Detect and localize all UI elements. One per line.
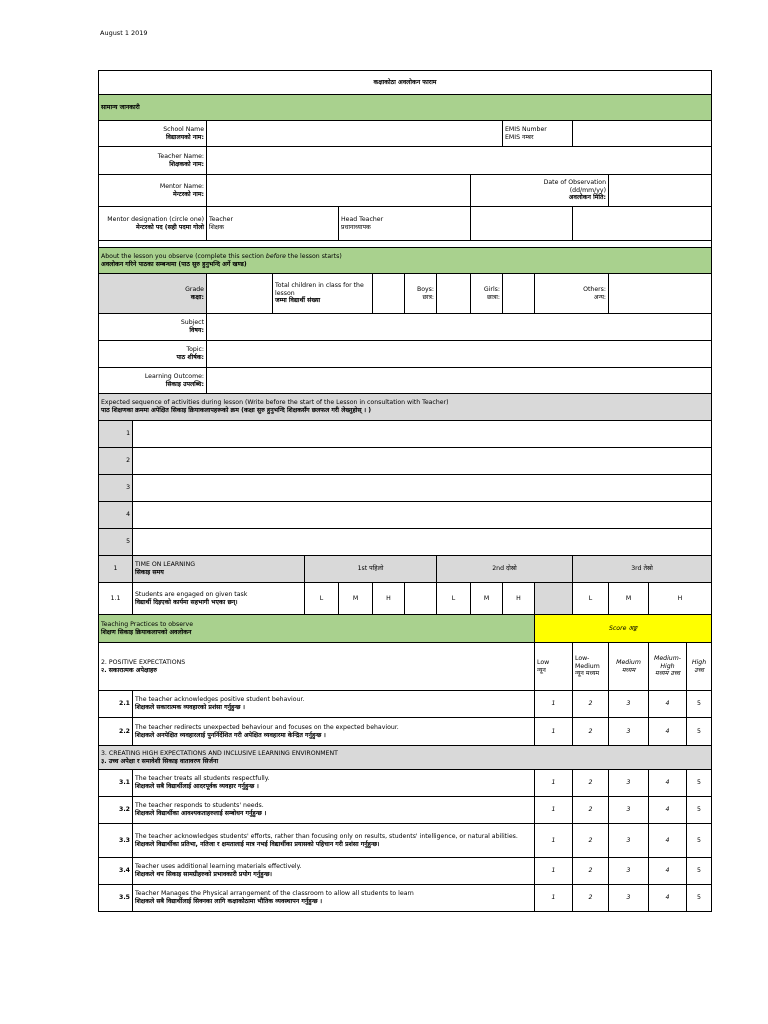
sequence-row-field[interactable]	[133, 529, 712, 556]
score-5[interactable]: 5	[687, 691, 712, 718]
teacher-name-label: Teacher Name: शिक्षकको नाम:	[99, 147, 207, 175]
score-4[interactable]: 4	[649, 770, 687, 797]
score-3[interactable]: 3	[609, 797, 649, 824]
third-high-option[interactable]: H	[649, 583, 712, 615]
score-2[interactable]: 2	[573, 885, 609, 912]
third-observation-header: 3rd तेस्रो	[573, 556, 712, 583]
second-medium-option[interactable]: M	[471, 583, 503, 615]
item-text: Teacher uses additional learning materials effectively. शिक्षकले थप सिकाइ सामग्रीहरुको प्रभावकारी प्रयोग गर्नुहुन्छ।	[133, 858, 535, 885]
total-children-label: Total children in class for the lesson जम्मा विद्यार्थी संख्या	[273, 274, 373, 314]
boys-label: Boys: छात्र:	[405, 274, 437, 314]
girls-label: Girls: छात्रा:	[471, 274, 503, 314]
engagement-item-number: 1.1	[99, 583, 133, 615]
learning-outcome-field[interactable]	[207, 368, 712, 394]
score-1[interactable]: 1	[535, 797, 573, 824]
mentor-designation-label: Mentor designation (circle one) मेन्टरको पद (सही पदमा गोलो	[99, 207, 207, 241]
second-blank-cell	[535, 583, 573, 615]
score-3[interactable]: 3	[609, 691, 649, 718]
item-number: 3.3	[99, 824, 133, 858]
observation-form	[98, 70, 712, 912]
item-number: 3.1	[99, 770, 133, 797]
total-children-field[interactable]	[373, 274, 405, 314]
first-low-option[interactable]: L	[305, 583, 339, 615]
sequence-row-number: 2	[99, 448, 133, 475]
subject-field[interactable]	[207, 314, 712, 341]
score-1[interactable]: 1	[535, 824, 573, 858]
emis-number-label: EMIS Number EMIS नम्बर	[503, 121, 573, 147]
girls-field[interactable]	[503, 274, 535, 314]
item-text: The teacher acknowledges students' efforts, rather than focusing only on results, students' intelligence, or natural abilities. शिक्षकले विद्यार्थीका प्रतिभा, नतिजा र क्षमतालाई मात्र नभई विद्यार्थीका प्रयासको पहिचान गरी प्रशंसा गर्नुहुन्छ।	[133, 824, 535, 858]
lesson-heading: About the lesson you observe (complete this section before the lesson starts) अवलोकन गरिने पाठका सम्बन्धमा (पाठ सुरु हुनुभन्दि अर्गे खण्ड)	[99, 248, 712, 274]
item-number: 2.2	[99, 718, 133, 746]
sequence-row-number: 3	[99, 475, 133, 502]
scale-low-medium: Low-Medium न्यून मध्यम	[573, 643, 609, 691]
grade-label: Grade कक्षा:	[99, 274, 207, 314]
score-2[interactable]: 2	[573, 691, 609, 718]
sequence-row-field[interactable]	[133, 475, 712, 502]
sequence-row-number: 5	[99, 529, 133, 556]
second-high-option[interactable]: H	[503, 583, 535, 615]
score-5[interactable]: 5	[687, 885, 712, 912]
head-teacher-option[interactable]: Head Teacher प्रधानाध्यापक	[339, 207, 471, 241]
score-3[interactable]: 3	[609, 770, 649, 797]
item-number: 3.5	[99, 885, 133, 912]
second-low-option[interactable]: L	[437, 583, 471, 615]
teacher-option[interactable]: Teacher शिक्षक	[207, 207, 339, 241]
form-title: कक्षाकोठा अवलोकन फाराम	[99, 71, 712, 95]
first-observation-header: 1st पहिलो	[305, 556, 437, 583]
section3-title: 3. CREATING HIGH EXPECTATIONS AND INCLUSIVE LEARNING ENVIRONMENT ३. उच्च अपेक्षा र समावेशी सिकाइ वातावरण सिर्जना	[99, 746, 712, 770]
sequence-row-field[interactable]	[133, 421, 712, 448]
practices-heading: Teaching Practices to observe शिक्षण सिकाइ क्रियाकलापको अवलोकन	[99, 615, 535, 643]
boys-field[interactable]	[437, 274, 471, 314]
scale-low: Low न्यून	[535, 643, 573, 691]
item-number: 3.4	[99, 858, 133, 885]
item-text: The teacher acknowledges positive student behaviour. शिक्षकले सकारात्मक व्यवहारको प्रशंसा गर्नुहुन्छ ।	[133, 691, 535, 718]
score-1[interactable]: 1	[535, 718, 573, 746]
sequence-row-field[interactable]	[133, 448, 712, 475]
scale-high: High उच्च	[687, 643, 712, 691]
designation-blank-2	[573, 207, 712, 241]
score-5[interactable]: 5	[687, 797, 712, 824]
others-label: Others: अन्य:	[535, 274, 609, 314]
sequence-row-number: 4	[99, 502, 133, 529]
first-blank-cell	[405, 583, 437, 615]
score-heading: Score अङ्क	[535, 615, 712, 643]
topic-label: Topic: पाठ शीर्षक:	[99, 341, 207, 368]
subject-label: Subject विषय:	[99, 314, 207, 341]
score-4[interactable]: 4	[649, 718, 687, 746]
general-info-heading: सामान्य जानकारी	[99, 95, 712, 121]
section2-title: 2. POSITIVE EXPECTATIONS २. सकारात्मक अपेक्षाहरु	[99, 643, 535, 691]
first-high-option[interactable]: H	[373, 583, 405, 615]
first-medium-option[interactable]: M	[339, 583, 373, 615]
score-2[interactable]: 2	[573, 858, 609, 885]
mentor-name-field[interactable]	[207, 175, 471, 207]
score-3[interactable]: 3	[609, 885, 649, 912]
score-2[interactable]: 2	[573, 770, 609, 797]
second-observation-header: 2nd दोस्रो	[437, 556, 573, 583]
score-4[interactable]: 4	[649, 691, 687, 718]
emis-number-field[interactable]	[573, 121, 712, 147]
third-medium-option[interactable]: M	[609, 583, 649, 615]
item-text: The teacher responds to students' needs. शिक्षकले विद्यार्थीका आवश्यकताहरुलाई सम्बोधन गर्नुहुन्छ ।	[133, 797, 535, 824]
score-5[interactable]: 5	[687, 824, 712, 858]
third-low-option[interactable]: L	[573, 583, 609, 615]
score-3[interactable]: 3	[609, 824, 649, 858]
engagement-item-text: Students are engaged on given task विद्यार्थी दिइएको कार्यमा सहभागी भएका छन्।	[133, 583, 305, 615]
score-4[interactable]: 4	[649, 885, 687, 912]
score-2[interactable]: 2	[573, 718, 609, 746]
document-date: August 1 2019	[100, 29, 148, 37]
score-1[interactable]: 1	[535, 770, 573, 797]
mentor-name-label: Mentor Name: मेन्टरको नाम:	[99, 175, 207, 207]
topic-field[interactable]	[207, 341, 712, 368]
score-5[interactable]: 5	[687, 718, 712, 746]
score-5[interactable]: 5	[687, 770, 712, 797]
score-3[interactable]: 3	[609, 858, 649, 885]
scale-medium-high: Medium-High मध्यम उच्च	[649, 643, 687, 691]
score-1[interactable]: 1	[535, 885, 573, 912]
score-1[interactable]: 1	[535, 858, 573, 885]
item-text: The teacher redirects unexpected behaviour and focuses on the expected behaviour. शिक्षकले अनपेक्षित व्यवहारलाई पुनर्निर्देशित गरी अपेक्षित व्यवहारमा केन्द्रित गर्नुहुन्छ ।	[133, 718, 535, 746]
scale-medium: Medium मध्यम	[609, 643, 649, 691]
score-2[interactable]: 2	[573, 824, 609, 858]
score-4[interactable]: 4	[649, 797, 687, 824]
grade-field[interactable]	[207, 274, 273, 314]
school-name-label: School Name विद्यालयको नाम:	[99, 121, 207, 147]
item-number: 3.2	[99, 797, 133, 824]
time-on-learning-number: 1	[99, 556, 133, 583]
sequence-heading: Expected sequence of activities during lesson (Write before the start of the Lesson in consultation with Teacher) पाठ शिक्षणका क्रममा अपेक्षित सिकाइ क्रियाकलापहरूको क्रम (कक्षा सुरु हुनुभन्दि शिक्षकसँग छलफल गरी लेख्नुहोस् । )	[99, 394, 712, 421]
spacer-row	[99, 241, 712, 248]
item-number: 2.1	[99, 691, 133, 718]
learning-outcome-label: Learning Outcome: सिकाइ उपलब्धि:	[99, 368, 207, 394]
score-1[interactable]: 1	[535, 691, 573, 718]
sequence-row-field[interactable]	[133, 502, 712, 529]
item-text: Teacher Manages the Physical arrangement of the classroom to allow all students to learn शिक्षकले सबै विद्यार्थीलाई सिक्नका लागि कक्षाकोठामा भौतिक व्यवस्थापन गर्नुहुन्छ ।	[133, 885, 535, 912]
sequence-row-number: 1	[99, 421, 133, 448]
time-on-learning-title: TIME ON LEARNING सिकाइ समय	[133, 556, 305, 583]
score-5[interactable]: 5	[687, 858, 712, 885]
date-observation-label: Date of Observation (dd/mm/yy) अवलोकन मिति:	[471, 175, 609, 207]
school-name-field[interactable]	[207, 121, 503, 147]
score-4[interactable]: 4	[649, 824, 687, 858]
teacher-name-field[interactable]	[207, 147, 712, 175]
designation-blank-1	[471, 207, 573, 241]
others-field[interactable]	[609, 274, 712, 314]
score-3[interactable]: 3	[609, 718, 649, 746]
score-2[interactable]: 2	[573, 797, 609, 824]
date-observation-field[interactable]	[609, 175, 712, 207]
item-text: The teacher treats all students respectfully. शिक्षकले सबै विद्यार्थीलाई आदरपूर्वक व्यवहार गर्नुहुन्छ ।	[133, 770, 535, 797]
score-4[interactable]: 4	[649, 858, 687, 885]
